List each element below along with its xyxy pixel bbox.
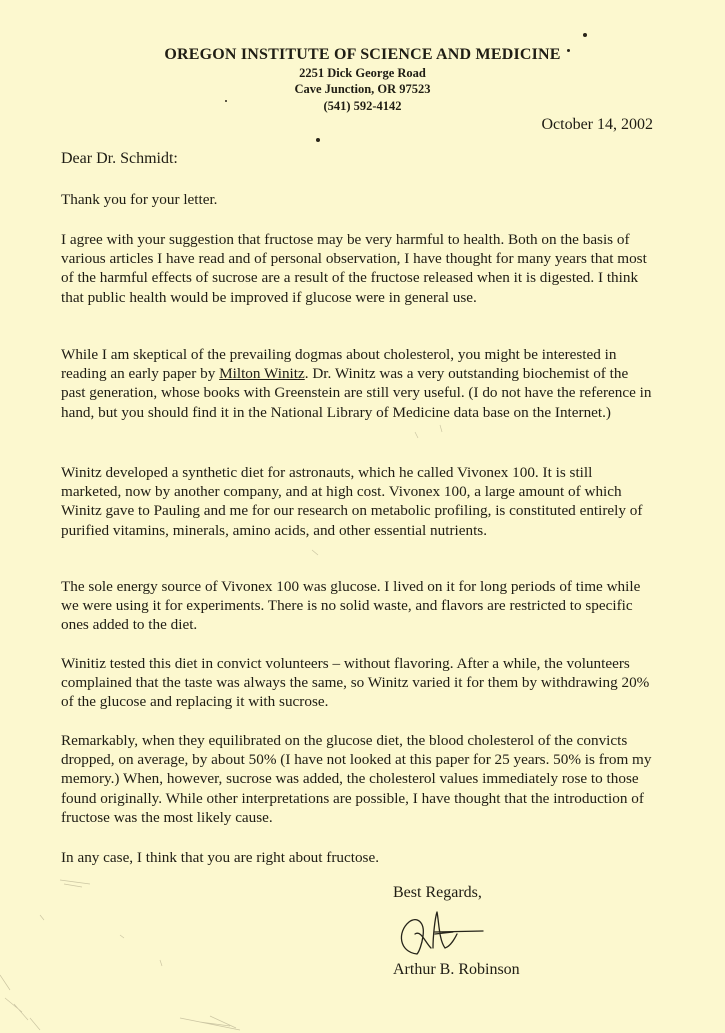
- phone-number: (541) 592-4142: [323, 99, 402, 113]
- paragraph-7: Remarkably, when they equilibrated on the glucose diet, the blood cholesterol of the convicts dropped, on average, by about 50% (I have not looked at this paper for 25 years. 50% is from my memory.) When, however, sucrose was added, the cholesterol values immediately rose to those found originally. While other interpretations are possible, I have thought that the introduction of fructose was the most likely cause.: [61, 732, 652, 826]
- signer-name: Arthur B. Robinson: [393, 961, 520, 978]
- scan-speck: [583, 33, 587, 37]
- paragraph-8: In any case, I think that you are right about fructose.: [61, 849, 379, 866]
- organization-name: OREGON INSTITUTE OF SCIENCE AND MEDICINE: [164, 46, 561, 63]
- handwritten-signature: [395, 908, 485, 958]
- scan-speck: [225, 100, 227, 102]
- closing: Best Regards,: [393, 884, 482, 901]
- scan-speck: [316, 138, 320, 142]
- scan-speck: [567, 49, 570, 52]
- paragraph-6: Winitiz tested this diet in convict volunteers – without flavoring. After a while, the volunteers complained that the taste was always the same, so Winitz varied it for them by withdrawing 20% of the glucose and replacing it with sucrose.: [61, 655, 650, 711]
- paragraph-3-start: While I am skeptical of the prevailing dogmas about cholesterol, you might be interested in reading an early paper by: [61, 346, 617, 383]
- paragraph-3-end: . Dr. Winitz was a very outstanding biochemist of the past generation, whose books with Greenstein are still very useful. (I do not have the reference in hand, but you should find it in the National Library of Medicine data base on the Internet.): [61, 365, 652, 421]
- salutation: Dear Dr. Schmidt:: [61, 150, 178, 167]
- paragraph-3: [61, 345, 653, 422]
- letter-date: October 14, 2002: [541, 116, 653, 133]
- paragraph-4: Winitz developed a synthetic diet for astronauts, which he called Vivonex 100. It is still marketed, now by another company, and at high cost. Vivonex 100, a large amount of which Winitz gave to Pauling and me for our research on metabolic profiling, is constituted entirely of purified vitamins, minerals, amino acids, and other essential nutrients.: [61, 464, 643, 539]
- paragraph-1: Thank you for your letter.: [61, 191, 218, 208]
- paragraph-5: The sole energy source of Vivonex 100 was glucose. I lived on it for long periods of time while we were using it for experiments. There is no solid waste, and flavors are restricted to specific ones added to the diet.: [61, 578, 641, 634]
- address-line-1: 2251 Dick George Road: [299, 66, 426, 80]
- address-line-2: Cave Junction, OR 97523: [294, 82, 431, 96]
- paragraph-2: I agree with your suggestion that fructose may be very harmful to health. Both on the basis of various articles I have read and of personal observation, I have thought for many years that most of the harmful effects of sucrose are a result of the fructose released when it is digested. I think that public health would be improved if glucose were in general use.: [61, 231, 647, 306]
- underlined-name: Milton Winitz: [219, 365, 305, 383]
